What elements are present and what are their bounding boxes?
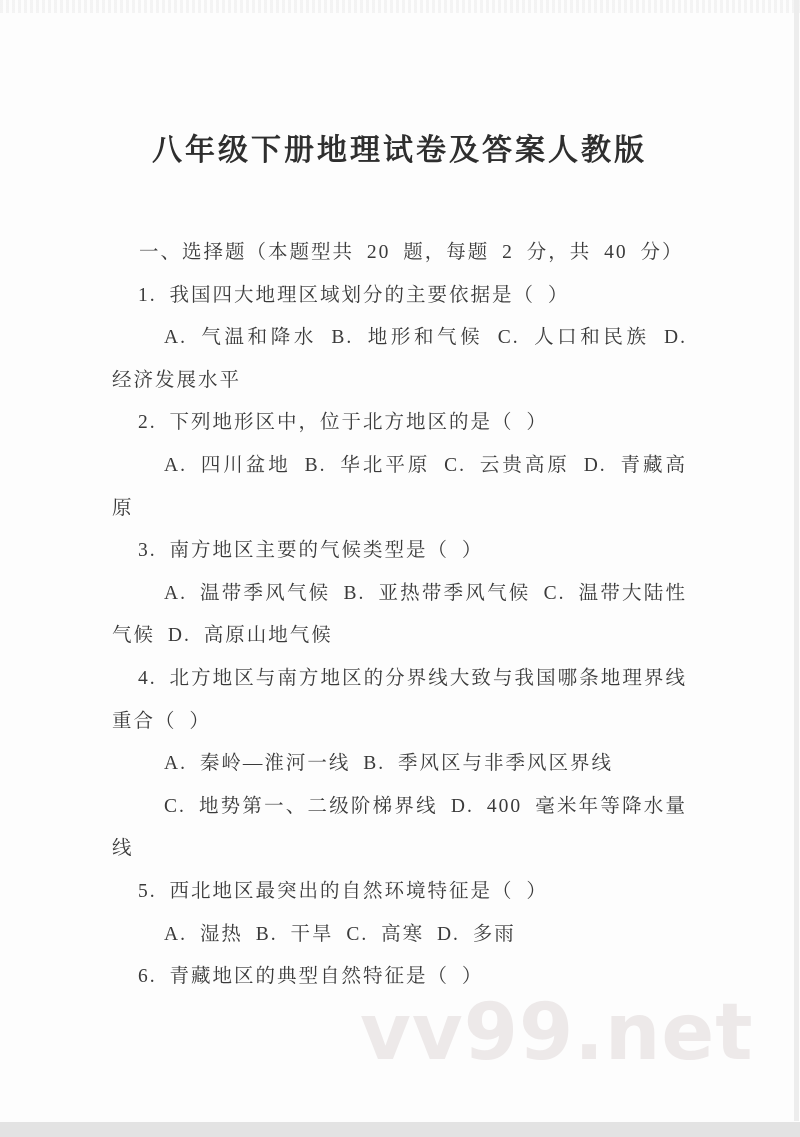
- question-1-options: A. 气温和降水 B. 地形和气候 C. 人口和民族 D. 经济发展水平: [112, 327, 687, 391]
- question-3: 3. 南方地区主要的气候类型是（ ）: [138, 540, 484, 562]
- question-4-options-cd: C. 地势第一、二级阶梯界线 D. 400 毫米年等降水量线: [112, 795, 687, 860]
- question-5-options: A. 湿热 B. 干旱 C. 高寒 D. 多雨: [164, 923, 516, 945]
- watermark: vv99.net: [360, 988, 754, 1078]
- question-5: 5. 西北地区最突出的自然环境特征是（ ）: [138, 880, 548, 902]
- page-title: 八年级下册地理试卷及答案人教版: [152, 134, 647, 167]
- exam-document: [112, 0, 687, 999]
- question-4-options-ab: A. 秦岭—淮河一线 B. 季风区与非季风区界线: [164, 753, 613, 775]
- question-4: 4. 北方地区与南方地区的分界线大致与我国哪条地理界线重合（ ）: [112, 667, 687, 732]
- section-heading: 一、选择题（本题型共 20 题，每题 2 分，共 40 分）: [139, 242, 684, 263]
- question-3-options: A. 温带季风气候 B. 亚热带季风气候 C. 温带大陆性气候 D. 高原山地气候: [112, 582, 687, 647]
- question-6: 6. 青藏地区的典型自然特征是（ ）: [138, 966, 484, 988]
- page-bottom-band: [0, 1122, 800, 1137]
- question-1: 1. 我国四大地理区域划分的主要依据是（ ）: [138, 284, 570, 306]
- page-right-edge: [794, 0, 799, 1121]
- question-2-options: A. 四川盆地 B. 华北平原 C. 云贵高原 D. 青藏高原: [112, 454, 687, 519]
- question-2: 2. 下列地形区中，位于北方地区的是（ ）: [138, 412, 548, 434]
